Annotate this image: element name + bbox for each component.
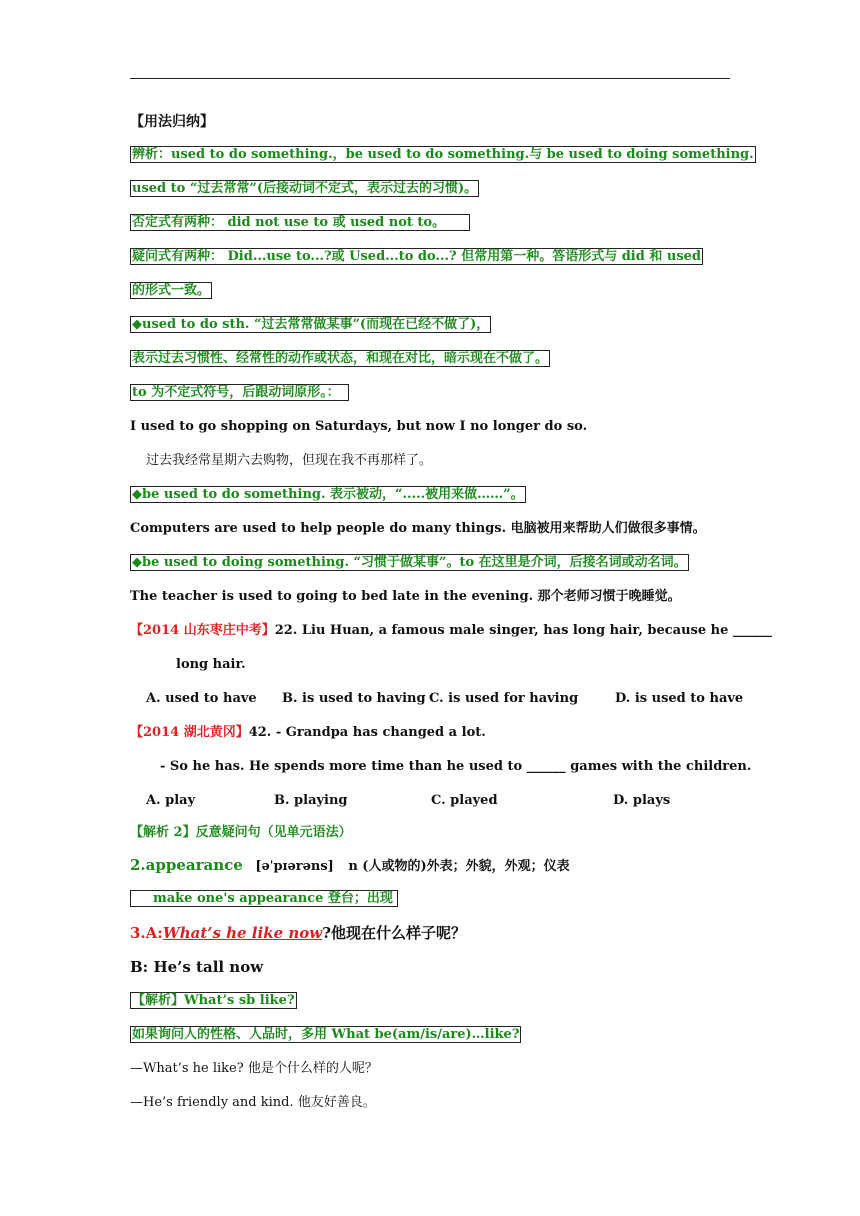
- passive-note: ◆be used to do something. 表示被动，“.....被用来做……”。: [132, 487, 524, 502]
- dialogue-question: What’s he like now: [162, 924, 323, 942]
- analysis-3: 【解析】What’s sb like?: [132, 993, 295, 1008]
- question-1-tag: 【2014 山东枣庄中考】: [130, 623, 275, 638]
- compare-note: 辨析：used to do something.，be used to do something.与 be used to doing something.: [132, 147, 754, 162]
- question-form-note: 疑问式有两种： Did...use to...?或 Used...to do...? 但常用第一种。答语形式与 did 和 used: [132, 249, 702, 264]
- used-to-note: used to “过去常常”(后接动词不定式，表示过去的习惯)。: [132, 181, 478, 196]
- dialogue-b: B: He’s tall now: [130, 958, 264, 976]
- question-1-text: 22. Liu Huan, a famous male singer, has long hair, because he ______: [274, 623, 772, 638]
- q2-option-c: C. played: [431, 793, 498, 808]
- habit-note: 表示过去习惯性、经常性的动作或状态，和现在对比，暗示现在不做了。: [132, 351, 549, 366]
- question-1-text-cont: long hair.: [176, 657, 246, 672]
- example-2: Computers are used to help people do many things. 电脑被用来帮助人们做很多事情。: [130, 521, 706, 536]
- question-2-text-cont: - So he has. He spends more time than he used to ______ games with the children.: [160, 759, 752, 774]
- question-2-tag: 【2014 湖北黄冈】: [130, 725, 249, 740]
- vocab-appearance: [130, 856, 570, 876]
- question-form-note-cont: 的形式一致。: [132, 283, 211, 298]
- used-to-doing-note: ◆be used to doing something. “习惯于做某事”。to 在这里是介词，后接名词或动名词。: [132, 555, 687, 570]
- q1-option-b: B. is used to having: [282, 691, 426, 706]
- header-rule: [130, 78, 730, 79]
- analysis-2: 【解析 2】反意疑问句（见单元语法）: [130, 825, 352, 840]
- example-5: —He’s friendly and kind. 他友好善良。: [130, 1095, 376, 1110]
- example-4: —What’s he like? 他是个什么样的人呢？: [130, 1061, 378, 1076]
- q1-option-c: C. is used for having: [429, 691, 579, 706]
- question-2-text: 42. - Grandpa has changed a lot.: [248, 725, 486, 740]
- used-to-do-note: ◆used to do sth. “过去常常做某事”(而现在已经不做了)，: [132, 317, 490, 332]
- vocab-definition: n (人或物的)外表；外貌，外观；仪表: [348, 859, 570, 874]
- example-3: The teacher is used to going to bed late in the evening. 那个老师习惯于晚睡觉。: [130, 589, 681, 604]
- example-1-translation: 过去我经常星期六去购物，但现在我不再那样了。: [146, 453, 433, 468]
- q1-option-d: D. is used to have: [615, 691, 744, 706]
- negative-form-note: 否定式有两种： did not use to 或 used not to。: [130, 214, 470, 231]
- vocab-phonetic: [əˈpɪərəns]: [255, 859, 334, 874]
- vocab-word: 2.appearance: [130, 856, 243, 874]
- example-1: I used to go shopping on Saturdays, but now I no longer do so.: [130, 419, 588, 434]
- character-question-note: 如果询问人的性格、人品时，多用 What be(am/is/are)…like?: [132, 1027, 520, 1042]
- usage-heading: 【用法归纳】: [130, 114, 214, 130]
- q1-option-a: A. used to have: [146, 691, 257, 706]
- q2-option-d: D. plays: [613, 793, 671, 808]
- dialogue-a: [130, 924, 466, 942]
- question-2: [130, 724, 486, 742]
- infinitive-note: to 为不定式符号，后跟动词原形。：: [130, 384, 349, 401]
- question-1: [130, 622, 772, 640]
- q2-option-a: A. play: [146, 793, 196, 808]
- q2-option-b: B. playing: [274, 793, 348, 808]
- vocab-phrase: make one's appearance 登台；出现: [130, 890, 398, 907]
- dialogue-number: 3.A:: [130, 924, 163, 942]
- dialogue-question-translation: ?他现在什么样子呢？: [322, 924, 466, 942]
